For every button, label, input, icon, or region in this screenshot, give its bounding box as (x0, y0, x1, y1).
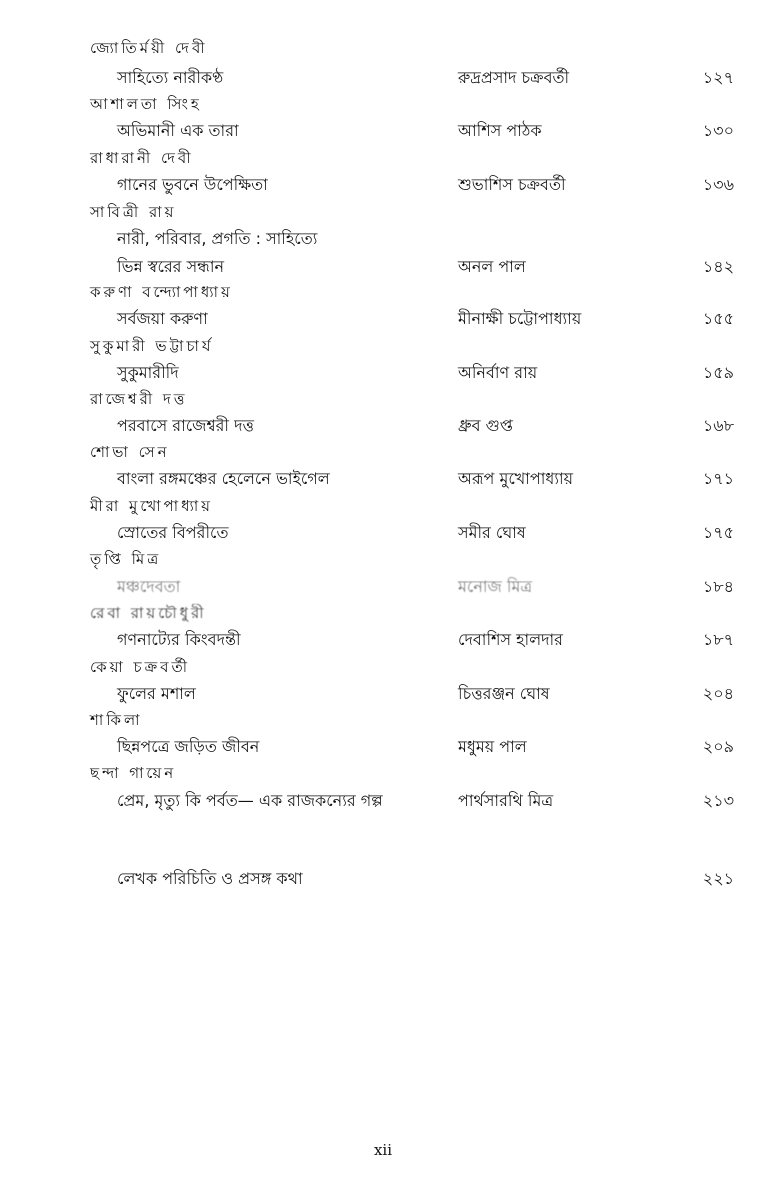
subject-name: কেয়া চক্রবর্তী (90, 658, 191, 676)
entry-author: অনল পাল (458, 257, 526, 276)
subject-name: জ্যোতির্ময়ী দেবী (90, 39, 208, 57)
entry-page-number: ১৬৮ (702, 416, 734, 435)
appendix-title: লেখক পরিচিতি ও প্রসঙ্গ কথা (117, 869, 303, 888)
entry-title: পরবাসে রাজেশ্বরী দত্ত (117, 416, 254, 435)
entry-page-number: ১৮৭ (702, 630, 734, 649)
entry-author: মধুময় পাল (458, 737, 527, 756)
entry-author: শুভাশিস চক্রবর্তী (458, 175, 566, 194)
entry-page-number: ১৭১ (702, 469, 734, 488)
entry-title: সাহিত্যে নারীকণ্ঠ (117, 68, 224, 87)
appendix-page-number: ২২১ (702, 869, 734, 888)
entry-title: বাংলা রঙ্গমঞ্চের হেলেনে ভাইগেল (117, 469, 330, 488)
entry-page-number: ১২৭ (702, 68, 734, 87)
entry-author: ধ্রুব গুপ্ত (458, 416, 513, 435)
entry-author: দেবাশিস হালদার (458, 630, 563, 649)
entry-page-number: ১৪২ (702, 257, 734, 276)
entry-title: গণনাট্যের কিংবদন্তী (117, 630, 241, 649)
entry-page-number: ১৫৫ (702, 309, 734, 328)
subject-name: রেবা রায়চৌধুরী (90, 604, 207, 622)
subject-name: ছন্দা গায়েন (90, 764, 177, 782)
subject-name: আশালতা সিংহ (90, 95, 202, 113)
entry-page-number: ২১৩ (702, 791, 734, 810)
entry-page-number: ১৮৪ (702, 577, 734, 596)
entry-title: ভিন্ন স্বরের সন্ধান (117, 257, 225, 276)
entry-author: মনোজ মিত্র (458, 577, 533, 596)
entry-title: গানের ভুবনে উপেক্ষিতা (117, 175, 268, 194)
subject-name: শাকিলা (90, 711, 143, 729)
subject-name: সুকুমারী ভট্টাচার্য (90, 337, 214, 355)
entry-title: স্রোতের বিপরীতে (117, 523, 229, 542)
subject-name: সাবিত্রী রায় (90, 203, 177, 221)
subject-name: মীরা মুখোপাধ্যায় (90, 497, 214, 515)
entry-author: রুদ্রপ্রসাদ চক্রবর্তী (458, 68, 570, 87)
entry-page-number: ১৩৬ (702, 175, 734, 194)
subject-name: রাধারানী দেবী (90, 149, 194, 167)
entry-title: ছিন্নপত্রে জড়িত জীবন (117, 737, 260, 756)
entry-title: প্রেম, মৃত্যু কি পর্বত— এক রাজকন্যের গল্প (117, 791, 383, 810)
entry-title: নারী, পরিবার, প্রগতি : সাহিত্যে (117, 229, 318, 248)
entry-page-number: ২০৯ (702, 737, 734, 756)
entry-title: ফুলের মশাল (117, 684, 196, 703)
entry-author: অনির্বাণ রায় (458, 363, 538, 382)
entry-author: সমীর ঘোষ (458, 523, 526, 542)
entry-title: সর্বজয়া করুণা (117, 309, 208, 328)
entry-title: সুকুমারীদি (117, 363, 179, 382)
entry-page-number: ১৭৫ (702, 523, 734, 542)
subject-name: শোভা সেন (90, 443, 170, 461)
entry-title: অভিমানী এক তারা (117, 121, 239, 140)
entry-author: চিত্তরঞ্জন ঘোষ (458, 684, 550, 703)
entry-author: অরূপ মুখোপাধ্যায় (458, 469, 574, 488)
entry-page-number: ২০৪ (702, 684, 734, 703)
entry-page-number: ১৫৯ (702, 363, 734, 382)
subject-name: রাজেশ্বরী দত্ত (90, 390, 188, 408)
entry-author: মীনাক্ষী চট্টোপাধ্যায় (458, 309, 582, 328)
subject-name: তৃপ্তি মিত্র (90, 550, 162, 568)
page-folio: xii (373, 1141, 393, 1159)
entry-author: পার্থসারথি মিত্র (458, 791, 554, 810)
entry-author: আশিস পাঠক (458, 121, 542, 140)
entry-title: মঞ্চদেবতা (117, 577, 181, 596)
entry-page-number: ১৩০ (702, 121, 734, 140)
subject-name: করুণা বন্দ্যোপাধ্যায় (90, 283, 233, 301)
